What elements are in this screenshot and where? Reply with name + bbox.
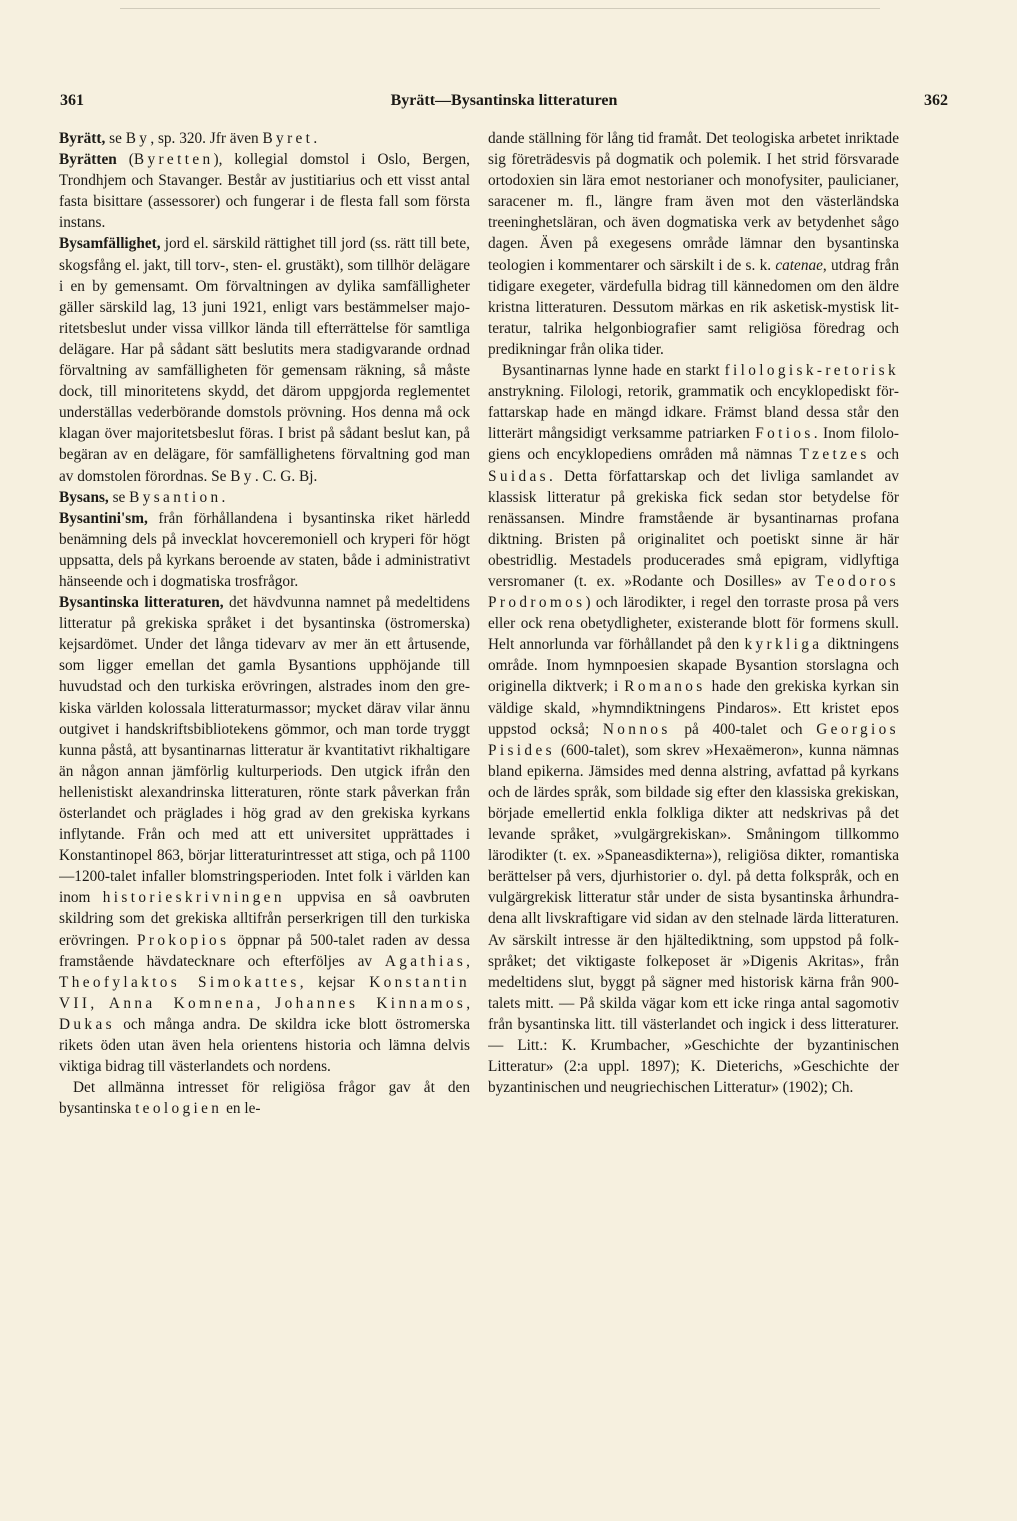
left-column <box>59 128 470 1408</box>
text-run: uppvisa en så oavbruten skildring som det grekiska alltifrån perserkrigen till den turkiska erövringen. <box>59 889 470 949</box>
page-number-left: 361 <box>60 92 84 109</box>
running-header <box>60 92 948 116</box>
spaced-name: Tzetzes <box>799 446 870 464</box>
spaced-name: historieskrivningen <box>102 889 285 907</box>
text-run: ), kollegial domstol i Oslo, Bergen, Trondhjem och Stavanger. Består av justitiarius och ett visst antal fasta bisittare (assessorer) och fungerar i de flesta fall som första instans. <box>59 151 470 232</box>
italic-term: catenae <box>775 256 823 274</box>
paragraph <box>59 149 470 233</box>
text-run: öppnar på 500-talet raden av dessa framstående hävdatecknare och efterföljes av <box>59 931 470 970</box>
spaced-name: Georgios Pisides <box>488 720 899 759</box>
paragraph <box>488 128 899 360</box>
spaced-name: Prokopios <box>137 931 230 949</box>
spaced-name: Fotios <box>755 425 814 443</box>
spaced-name: Nonnos <box>602 720 671 738</box>
text-run: dande ställning för lång tid framåt. Det teologiska arbetet inriktade sig företrädesvis på dogmatik och polemik. I het strid försvarade ortodoxien sin lära emot nestorianer och monofysiter, paulicianer, saracener m. fl., längre fram även mot den västerländska treeninghetsläran, och även dogmatiska verk av betydenhet sågo dagen. Även på exegesens område lämnar den bysantinska teologien i kommentarer och särskilt i de s. k. <box>488 130 899 274</box>
paragraph <box>59 233 470 486</box>
entry-headword: Byrätt, <box>59 130 106 147</box>
text-run: , sp. 320. Jfr även <box>150 130 263 147</box>
text-run: anstrykning. Filologi, retorik, grammatik och encyklopediskt författarskap hade en mängd idkare. Främst bland dessa står den litterärt mångsidigt verksamme patriarken <box>488 383 899 443</box>
text-run: . C. G. Bj. <box>254 467 318 485</box>
spaced-name: By <box>125 130 151 147</box>
text-run: , kejsar <box>299 973 370 991</box>
text-run: se <box>105 130 126 147</box>
entry-headword: Bysantinska litteraturen, <box>59 594 224 612</box>
spaced-name: Byretten <box>133 151 214 169</box>
paragraph <box>59 508 470 592</box>
entry-headword: Byrätten <box>59 151 117 169</box>
spaced-name: By <box>230 467 255 485</box>
text-run: se <box>108 488 130 506</box>
spaced-name: Teodoros Prodromos <box>488 572 899 612</box>
paragraph <box>59 1077 470 1119</box>
page-number-right: 362 <box>924 92 948 109</box>
text-run: . Inom filologiens och encyklopediens områden må nämnas <box>488 425 899 464</box>
entry-headword: Bysans, <box>59 488 109 506</box>
spaced-name: filologisk-retorisk <box>724 362 899 380</box>
spaced-name: Suidas <box>488 467 549 485</box>
top-rule <box>120 8 880 9</box>
spaced-name: Anna Komnena <box>108 994 257 1012</box>
text-run: det hävdvunna namnet på medeltidens litteratur på grekiska språket i det bysantinska (östromerska) kejsardömet. Under det långa tidevarv av mer än ett årtusende, som ligger emellan det gamla Bysantions upphöjande till huvudstad och den turkiska erövringen, alstrades inom den grekiska världen kolossala litteraturmassor; mycket därav vilar ännu outgivet i handskriftsbibliotekens gömmor, och man torde tryggt kunna påstå, att bysantinarnas litteratur är kvantitativt rikhaltigare än någon annan jämförlig kulturperiods. Den utgick ifrån den hellenistiskt alexandrinska litteraturen, rönte stark påverkan från österlandet och präglades i hög grad av den grekiska kyrkans inflytande. Från och med att ett universitet upprättades i Konstantinopel 863, börjar litteraturintresset att stiga, och på 1100—1200-talet infaller blomstringsperioden. Intet folk i världen kan inom <box>59 594 470 907</box>
spaced-name: kyrkliga <box>744 636 823 654</box>
paragraph <box>488 360 899 1098</box>
text-run: och många andra. De skildra icke blott östromerska rikets öden utan även hela orientens historia och lämna delvis viktiga bidrag till västerlandets och nordens. <box>59 1015 470 1076</box>
text-run: , <box>466 952 470 970</box>
text-run: och <box>869 446 899 464</box>
spaced-name: Bysantion <box>129 488 222 506</box>
text-run: jord el. särskild rättighet till jord (ss. rätt till bete, skogsfång el. jakt, till torv-, sten- el. grustäkt), som tillhör delägare i en by gemensamt. Om förvaltningen av dylika samfälligheter gäller särskild lag, 13 juni 1921, enligt vars bestämmelser majoritetsbeslut under vissa villkor lända till efterrättelse för samtliga delägare. Har på sådant sätt beslutits mera stadigvarande ordnad förvaltning av samfälligheten för gemensam räkning, så måste dock, till minoritetens skydd, det därom uppgjorda reglementet underställas vederbörande domstols prövning. Hos denna må ock klagan över majoritetsbeslut föras. I brist på sådant beslut kan, på begäran av en delägare, för samfällighetens förvaltning god man av domstolen förordnas. Se <box>59 235 470 485</box>
text-run: Det allmänna intresset för religiösa frågor gav åt den bysantinska <box>59 1079 470 1118</box>
spaced-name: Dukas <box>59 1015 115 1033</box>
spaced-name: Theofylaktos Simokattes <box>59 973 300 991</box>
right-column <box>488 128 899 1408</box>
text-run: , <box>90 994 109 1012</box>
text-run: en le- <box>222 1100 261 1118</box>
spaced-name: Konstantin VII <box>59 973 470 1012</box>
text-run: . <box>313 130 318 147</box>
text-run: på 400-talet och <box>670 720 817 738</box>
text-run: , <box>466 994 470 1012</box>
text-run: (600-talet), som skrev »Hexaëmeron», kunna nämnas bland epikerna. Jämsides med denna alstring, avfattad på kyrkans och de lärdes språk, som bildade sig efter den klassiska grekiskan, började emellertid enkla folkliga dikter att nedskrivas på det levande språket, »vulgärgrekiskan». Småningom tillkommo lärodikter (t. ex. »Spaneasdikterna»), religiösa dikter, romantiska berättelser på vers, djurhistorier o. dyl. på detta folkspråk, och en vulgärgrekisk litteratur står under de sista bysantinska århundradena allt livskraftigare vid sidan av den stelnade lärda litteraturen. Av särskilt intresse är den hjältediktning, som uppstod på folkspråket; det viktigaste folkeposet är »Digenis Akritas», från medeltidens slut, byggt på sägner med historisk kärna från 900-talets mitt. — På skilda vägar kom ett icke ringa antal sagomotiv från bysantinska litt. till västerlandet och ingick i dess litteraturer. — Litt.: K. Krumbacher, »Geschichte der byzantinischen Litteratur» (2:a uppl. 1897); K. Dieterichs, »Geschichte der byzantinischen und neugriechischen Litteratur» (1902); Ch. <box>488 741 899 1097</box>
text-run: . Detta författarskap och det livliga samlandet av klassisk litteratur på grekiska fick sedan stor betydelse för renässansen. Mindre framstående är bysantinarnas profana diktning. Bristen på originalitet och poetiskt sinne är här obestridlig. Mestadels producerades små epigram, vidlyftiga versromaner (t. ex. »Rodante och Dosilles» av <box>488 467 899 590</box>
text-run: ( <box>116 151 134 169</box>
paragraph <box>59 592 470 1077</box>
text-run: från förhållandena i bysantinska riket härledd benämning dels på invecklat hovceremoniell och kryperi för högt uppsatta, dels på kyrkans beroende av staten, både i administrativt hänseende och i dogmatiska trosfrågor. <box>59 509 470 590</box>
paragraph <box>59 487 470 508</box>
entry-headword: Bysantini'sm, <box>59 509 148 527</box>
text-run: , <box>256 994 276 1012</box>
text-run: Bysantinarnas lynne hade en starkt <box>502 362 725 380</box>
spaced-name: Byret <box>262 130 314 147</box>
text-run: hade den grekiska kyrkan sin väldige skald, »hymndiktningens Pindaros». Ett kristet epos uppstod också; <box>488 678 899 738</box>
entry-headword: Bysamfällighet, <box>59 235 161 253</box>
running-title: Byrätt—Bysantinska litteraturen <box>390 92 618 109</box>
text-run: . <box>221 488 226 506</box>
text-run: ) och lärodikter, i regel den torraste prosa på vers eller ock rena obetydligheter, existerande blott för formens skull. Helt annorlunda var förhållandet på den <box>488 594 899 654</box>
spaced-name: teologien <box>135 1100 223 1118</box>
spaced-name: Agathias <box>384 952 467 970</box>
text-run: diktningens område. Inom hymnpoesien skapade Bysantion storslagna och originella diktverk; i <box>488 636 899 696</box>
spaced-name: Romanos <box>624 678 706 696</box>
text-run: , utdrag från tidigare exegeter, värdefulla bidrag till kännedomen om den äldre kristna litteraturen. Dessutom märkas en rik asketisk-mystisk litteratur, talrika helgonbiografier samt religiösa föredrag och predikningar från olika tider. <box>488 256 899 358</box>
spaced-name: Johannes Kinnamos <box>275 994 467 1012</box>
paragraph <box>59 128 470 149</box>
